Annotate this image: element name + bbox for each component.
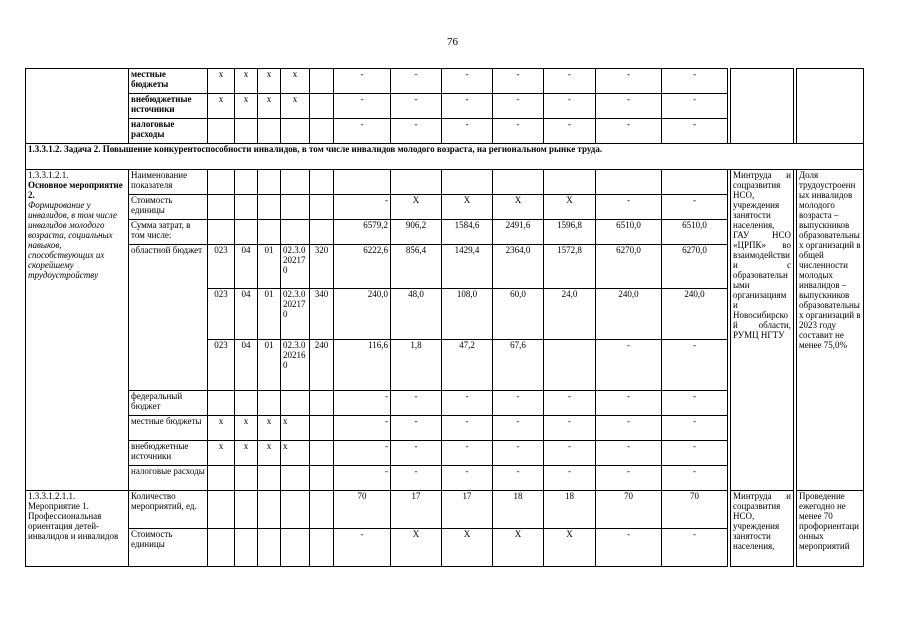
budget-code-cell bbox=[208, 491, 235, 529]
value-cell: - bbox=[391, 441, 442, 466]
budget-code-cell bbox=[208, 391, 235, 416]
budget-code-cell bbox=[235, 170, 258, 195]
budget-code-cell: х bbox=[258, 441, 281, 466]
value-cell bbox=[493, 170, 544, 195]
table-row bbox=[26, 69, 864, 94]
row-label: внебюджетные источники bbox=[129, 94, 208, 119]
value-cell bbox=[334, 170, 391, 195]
row-label: Сумма затрат, в том числе: bbox=[129, 220, 208, 245]
budget-code-cell bbox=[208, 119, 235, 144]
value-cell: Х bbox=[493, 529, 544, 567]
budget-code-cell: х bbox=[208, 69, 235, 94]
result-cell: Доля трудоустроенных инвалидов молодого возраста – выпускников образовательных организаций в общей численности молодых инвалидов – выпускников образовательных организаций в 2023 году составит не менее 75,0% bbox=[797, 170, 864, 491]
row-label: налоговые расходы bbox=[129, 466, 208, 491]
value-cell: - bbox=[662, 119, 728, 144]
value-cell: - bbox=[662, 391, 728, 416]
value-cell: - bbox=[493, 391, 544, 416]
value-cell: Х bbox=[493, 195, 544, 220]
value-cell: - bbox=[596, 69, 662, 94]
value-cell: - bbox=[442, 466, 493, 491]
budget-code-cell: х bbox=[235, 69, 258, 94]
budget-code-cell bbox=[281, 220, 310, 245]
value-cell: 2364,0 bbox=[493, 245, 544, 289]
budget-code-cell bbox=[258, 466, 281, 491]
budget-code-cell bbox=[258, 119, 281, 144]
budget-code-cell bbox=[281, 529, 310, 567]
row-label: Стоимость единицы bbox=[129, 195, 208, 220]
row-label: местные бюджеты bbox=[129, 416, 208, 441]
value-cell: 1429,4 bbox=[442, 245, 493, 289]
value-cell: - bbox=[662, 94, 728, 119]
value-cell: - bbox=[544, 466, 596, 491]
value-cell: 240,0 bbox=[596, 289, 662, 340]
value-cell: 17 bbox=[391, 491, 442, 529]
row-label: налоговые расходы bbox=[129, 119, 208, 144]
value-cell: Х bbox=[391, 529, 442, 567]
measure-description-cell bbox=[26, 170, 129, 491]
budget-code-cell: х bbox=[208, 94, 235, 119]
task-title: 1.3.3.1.2. Задача 2. Повышение конкурентоспособности инвалидов, в том числе инвалидов молодого возраста, на региональном рынке труда. bbox=[26, 144, 864, 170]
budget-code-cell: 04 bbox=[235, 340, 258, 391]
value-cell: Х bbox=[544, 529, 596, 567]
value-cell: - bbox=[334, 441, 391, 466]
budget-code-cell bbox=[310, 466, 334, 491]
value-cell: 48,0 bbox=[391, 289, 442, 340]
budget-code-cell bbox=[208, 220, 235, 245]
value-cell: 240,0 bbox=[662, 289, 728, 340]
budget-code-cell: х bbox=[208, 416, 235, 441]
value-cell: - bbox=[391, 119, 442, 144]
value-cell: - bbox=[442, 391, 493, 416]
page-number: 76 bbox=[447, 36, 458, 48]
value-cell: - bbox=[391, 94, 442, 119]
budget-code-cell bbox=[235, 529, 258, 567]
value-cell: 1584,6 bbox=[442, 220, 493, 245]
value-cell bbox=[442, 170, 493, 195]
measure-description-cell bbox=[26, 491, 129, 567]
budget-code-cell: х bbox=[208, 441, 235, 466]
budget-code-cell bbox=[281, 119, 310, 144]
value-cell: - bbox=[334, 466, 391, 491]
value-cell: 47,2 bbox=[442, 340, 493, 391]
budget-code-cell: х bbox=[281, 69, 310, 94]
value-cell: 108,0 bbox=[442, 289, 493, 340]
value-cell: - bbox=[596, 441, 662, 466]
budget-code-cell bbox=[235, 491, 258, 529]
budget-code-cell: х bbox=[281, 441, 310, 466]
budget-code-cell bbox=[258, 195, 281, 220]
value-cell: - bbox=[544, 441, 596, 466]
value-cell: - bbox=[596, 529, 662, 567]
executor-cell: Минтруда и соцразвития НСО, учреждения занятости населения, ГАУ НСО «ЦРПК» во взаимодействии с образовательными организациями Новосибирской области, РУМЦ НГТУ bbox=[731, 170, 794, 491]
value-cell: 70 bbox=[596, 491, 662, 529]
budget-code-cell: х bbox=[258, 94, 281, 119]
budget-code-cell bbox=[281, 466, 310, 491]
budget-code-cell bbox=[258, 391, 281, 416]
row-label: Наименование показателя bbox=[129, 170, 208, 195]
value-cell: - bbox=[391, 466, 442, 491]
measure-code: 1.3.3.1.2.1.1. bbox=[28, 491, 76, 501]
value-cell: - bbox=[334, 416, 391, 441]
blank-cell bbox=[797, 69, 864, 144]
budget-code-cell bbox=[208, 195, 235, 220]
value-cell: - bbox=[493, 94, 544, 119]
value-cell bbox=[391, 170, 442, 195]
budget-code-cell bbox=[310, 170, 334, 195]
value-cell: 6510,0 bbox=[662, 220, 728, 245]
value-cell: - bbox=[334, 529, 391, 567]
budget-code-cell bbox=[208, 529, 235, 567]
value-cell: - bbox=[544, 391, 596, 416]
value-cell: - bbox=[442, 416, 493, 441]
budget-code-cell: х bbox=[235, 416, 258, 441]
budget-code-cell: х bbox=[235, 441, 258, 466]
budget-code-cell bbox=[310, 119, 334, 144]
value-cell: 6222,6 bbox=[334, 245, 391, 289]
budget-code-cell bbox=[281, 170, 310, 195]
measure-description: Мероприятие 1. Профессиональная ориентация детей-инвалидов и инвалидов bbox=[28, 501, 119, 541]
blank-cell bbox=[26, 69, 129, 144]
value-cell: - bbox=[442, 94, 493, 119]
budget-code-cell: х bbox=[281, 94, 310, 119]
budget-code-cell bbox=[310, 491, 334, 529]
task-row bbox=[26, 144, 864, 170]
value-cell: 60,0 bbox=[493, 289, 544, 340]
value-cell: - bbox=[391, 416, 442, 441]
program-table bbox=[25, 68, 864, 567]
value-cell bbox=[596, 170, 662, 195]
value-cell: 116,6 bbox=[334, 340, 391, 391]
value-cell: 1572,8 bbox=[544, 245, 596, 289]
measure-description: Формирование у инвалидов, в том числе инвалидов молодого возраста, социальных навыков, способствующих их скорейшему трудоустройству bbox=[28, 200, 117, 280]
value-cell bbox=[544, 170, 596, 195]
row-label: Количество мероприятий, ед. bbox=[129, 491, 208, 529]
budget-code-cell bbox=[208, 466, 235, 491]
value-cell: - bbox=[391, 391, 442, 416]
value-cell: 2491,6 bbox=[493, 220, 544, 245]
budget-code-cell bbox=[310, 391, 334, 416]
budget-code-cell bbox=[235, 119, 258, 144]
budget-code-cell: 023 bbox=[208, 340, 235, 391]
value-cell: 6579,2 bbox=[334, 220, 391, 245]
value-cell: 70 bbox=[662, 491, 728, 529]
result-cell: Проведение ежегодно не менее 70 профориентационных мероприятий bbox=[797, 491, 864, 567]
value-cell: Х bbox=[442, 195, 493, 220]
row-label: Стоимость единицы bbox=[129, 529, 208, 567]
value-cell: - bbox=[334, 94, 391, 119]
value-cell: - bbox=[544, 69, 596, 94]
value-cell: - bbox=[596, 195, 662, 220]
budget-code-cell: 02.3.020217 0 bbox=[281, 245, 310, 289]
budget-code-cell: 340 bbox=[310, 289, 334, 340]
budget-code-cell bbox=[235, 466, 258, 491]
value-cell: - bbox=[334, 119, 391, 144]
budget-code-cell bbox=[310, 195, 334, 220]
value-cell: - bbox=[662, 466, 728, 491]
value-cell: - bbox=[596, 340, 662, 391]
budget-code-cell: х bbox=[258, 69, 281, 94]
value-cell: - bbox=[596, 466, 662, 491]
budget-code-cell bbox=[281, 391, 310, 416]
value-cell: Х bbox=[391, 195, 442, 220]
value-cell: - bbox=[493, 119, 544, 144]
value-cell: - bbox=[662, 195, 728, 220]
value-cell: - bbox=[391, 69, 442, 94]
budget-code-cell bbox=[235, 195, 258, 220]
budget-code-cell: 04 bbox=[235, 289, 258, 340]
row-label: федеральный бюджет bbox=[129, 391, 208, 416]
budget-code-cell bbox=[258, 170, 281, 195]
value-cell: - bbox=[493, 416, 544, 441]
value-cell: - bbox=[442, 69, 493, 94]
budget-code-cell bbox=[258, 220, 281, 245]
budget-code-cell bbox=[310, 529, 334, 567]
budget-code-cell: 023 bbox=[208, 245, 235, 289]
executor-cell: Минтруда и соцразвития НСО, учреждения занятости населения, bbox=[731, 491, 794, 567]
budget-code-cell: х bbox=[281, 416, 310, 441]
budget-code-cell bbox=[310, 441, 334, 466]
value-cell: 6510,0 bbox=[596, 220, 662, 245]
budget-code-cell bbox=[235, 391, 258, 416]
budget-code-cell: х bbox=[235, 94, 258, 119]
value-cell: 18 bbox=[544, 491, 596, 529]
value-cell: - bbox=[596, 416, 662, 441]
value-cell: - bbox=[662, 416, 728, 441]
table-row bbox=[26, 491, 864, 529]
budget-code-cell bbox=[310, 69, 334, 94]
value-cell: - bbox=[334, 69, 391, 94]
value-cell: 6270,0 bbox=[662, 245, 728, 289]
value-cell: - bbox=[662, 69, 728, 94]
budget-code-cell bbox=[310, 220, 334, 245]
value-cell: - bbox=[544, 94, 596, 119]
budget-code-cell: 02.3.020217 0 bbox=[281, 289, 310, 340]
budget-code-cell: 01 bbox=[258, 340, 281, 391]
value-cell: 67,6 bbox=[493, 340, 544, 391]
table-body bbox=[26, 69, 864, 567]
budget-code-cell: 01 bbox=[258, 289, 281, 340]
value-cell: 6270,0 bbox=[596, 245, 662, 289]
row-label: областной бюджет bbox=[129, 245, 208, 391]
budget-code-cell bbox=[258, 529, 281, 567]
budget-code-cell bbox=[281, 491, 310, 529]
value-cell: - bbox=[544, 416, 596, 441]
value-cell: - bbox=[334, 391, 391, 416]
value-cell: - bbox=[596, 94, 662, 119]
budget-code-cell: 320 bbox=[310, 245, 334, 289]
budget-code-cell bbox=[235, 220, 258, 245]
value-cell: - bbox=[662, 340, 728, 391]
value-cell: 17 bbox=[442, 491, 493, 529]
value-cell: - bbox=[334, 195, 391, 220]
value-cell: - bbox=[596, 391, 662, 416]
budget-code-cell: 240 bbox=[310, 340, 334, 391]
value-cell: 1596,8 bbox=[544, 220, 596, 245]
value-cell: - bbox=[544, 119, 596, 144]
budget-code-cell: 023 bbox=[208, 289, 235, 340]
budget-code-cell: 04 bbox=[235, 245, 258, 289]
budget-code-cell bbox=[310, 94, 334, 119]
budget-code-cell bbox=[310, 416, 334, 441]
budget-code-cell bbox=[258, 491, 281, 529]
value-cell: 70 bbox=[334, 491, 391, 529]
value-cell: 906,2 bbox=[391, 220, 442, 245]
budget-code-cell bbox=[281, 195, 310, 220]
value-cell: - bbox=[493, 69, 544, 94]
budget-code-cell: х bbox=[258, 416, 281, 441]
blank-cell bbox=[731, 69, 794, 144]
value-cell: - bbox=[442, 441, 493, 466]
value-cell bbox=[662, 170, 728, 195]
value-cell: - bbox=[493, 466, 544, 491]
value-cell bbox=[544, 340, 596, 391]
row-label: местные бюджеты bbox=[129, 69, 208, 94]
row-label: внебюджетные источники bbox=[129, 441, 208, 466]
value-cell: - bbox=[493, 441, 544, 466]
measure-title: Основное мероприятие 2. bbox=[28, 180, 123, 200]
value-cell: - bbox=[596, 119, 662, 144]
measure-code: 1.3.3.1.2.1. bbox=[28, 170, 69, 180]
value-cell: 856,4 bbox=[391, 245, 442, 289]
budget-code-cell: 01 bbox=[258, 245, 281, 289]
budget-code-cell: 02.3.020216 0 bbox=[281, 340, 310, 391]
value-cell: 24,0 bbox=[544, 289, 596, 340]
value-cell: Х bbox=[442, 529, 493, 567]
value-cell: - bbox=[662, 529, 728, 567]
value-cell: - bbox=[662, 441, 728, 466]
value-cell: 240,0 bbox=[334, 289, 391, 340]
value-cell: 18 bbox=[493, 491, 544, 529]
value-cell: 1,8 bbox=[391, 340, 442, 391]
value-cell: - bbox=[442, 119, 493, 144]
value-cell: Х bbox=[544, 195, 596, 220]
table-row bbox=[26, 170, 864, 195]
budget-code-cell bbox=[208, 170, 235, 195]
